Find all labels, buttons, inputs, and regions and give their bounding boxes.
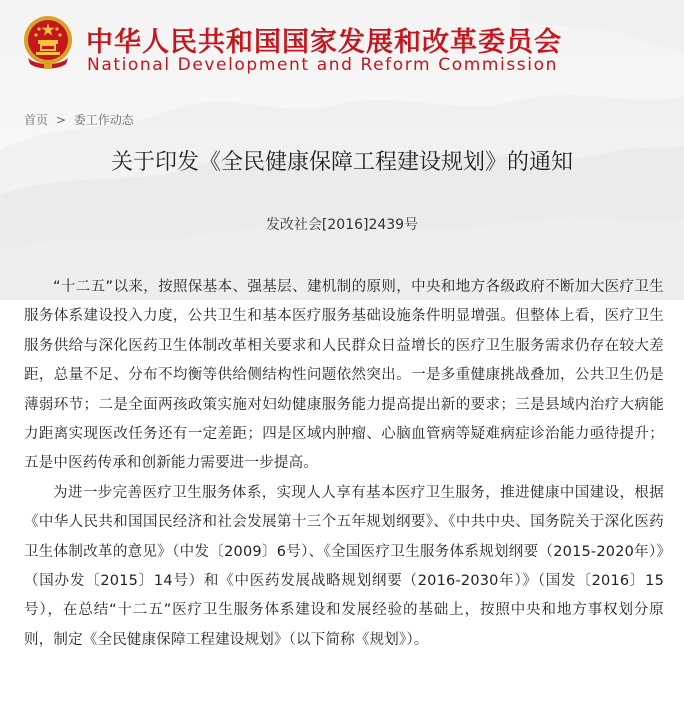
- org-name-en: National Development and Reform Commission: [87, 55, 558, 75]
- article-paragraph: “十二五”以来，按照保基本、强基层、建机制的原则，中央和地方各级政府不断加大医疗卫生服务体系建设投入力度，公共卫生和基本医疗服务基础设施条件明显增强。但整体上看，医疗卫生服务供给与深化医药卫生体制改革相关要求和人民群众日益增长的医疗卫生服务需求仍存在较大差距，总量不足、分布不均衡等供给侧结构性问题依然突出。一是多重健康挑战叠加，公共卫生仍是薄弱环节；二是全面两孩政策实施对妇幼健康服务能力提高提出新的要求；三是县域内治疗大病能力距离实现医改任务还有一定差距；四是区域内肿瘤、心脑血管病等疑难病症诊治能力亟待提升；五是中医药传承和创新能力需要进一步提高。: [24, 279, 664, 472]
- national-emblem-icon[interactable]: [22, 14, 74, 70]
- article-paragraph: 为进一步完善医疗卫生服务体系，实现人人享有基本医疗卫生服务，推进健康中国建设，根据《中华人民共和国国民经济和社会发展第十三个五年规划纲要》、《中共中央、国务院关于深化医药卫生体制改革的意见》（中发〔2009〕6号）、《全国医疗卫生服务体系规划纲要（2015-2020年）》（国办发〔2015〕14号）和《中医药发展战略规划纲要（2016-2030年）》（国发〔2016〕15号），在总结“十二五”医疗卫生服务体系建设和发展经验的基础上，按照中央和地方事权划分原则，制定《全民健康保障工程建设规划》（以下简称《规划》）。: [24, 484, 664, 648]
- breadcrumb-section-link[interactable]: 委工作动态: [73, 113, 134, 127]
- breadcrumb-separator: >: [55, 113, 66, 127]
- document-number: 发改社会[2016]2439号: [265, 217, 419, 233]
- page-title: 关于印发《全民健康保障工程建设规划》的通知: [110, 150, 573, 175]
- breadcrumb: [24, 111, 134, 128]
- breadcrumb-home-link[interactable]: 首页: [24, 113, 49, 127]
- article-body: [24, 273, 664, 655]
- org-name-cn: 中华人民共和国国家发展和改革委员会: [86, 27, 562, 58]
